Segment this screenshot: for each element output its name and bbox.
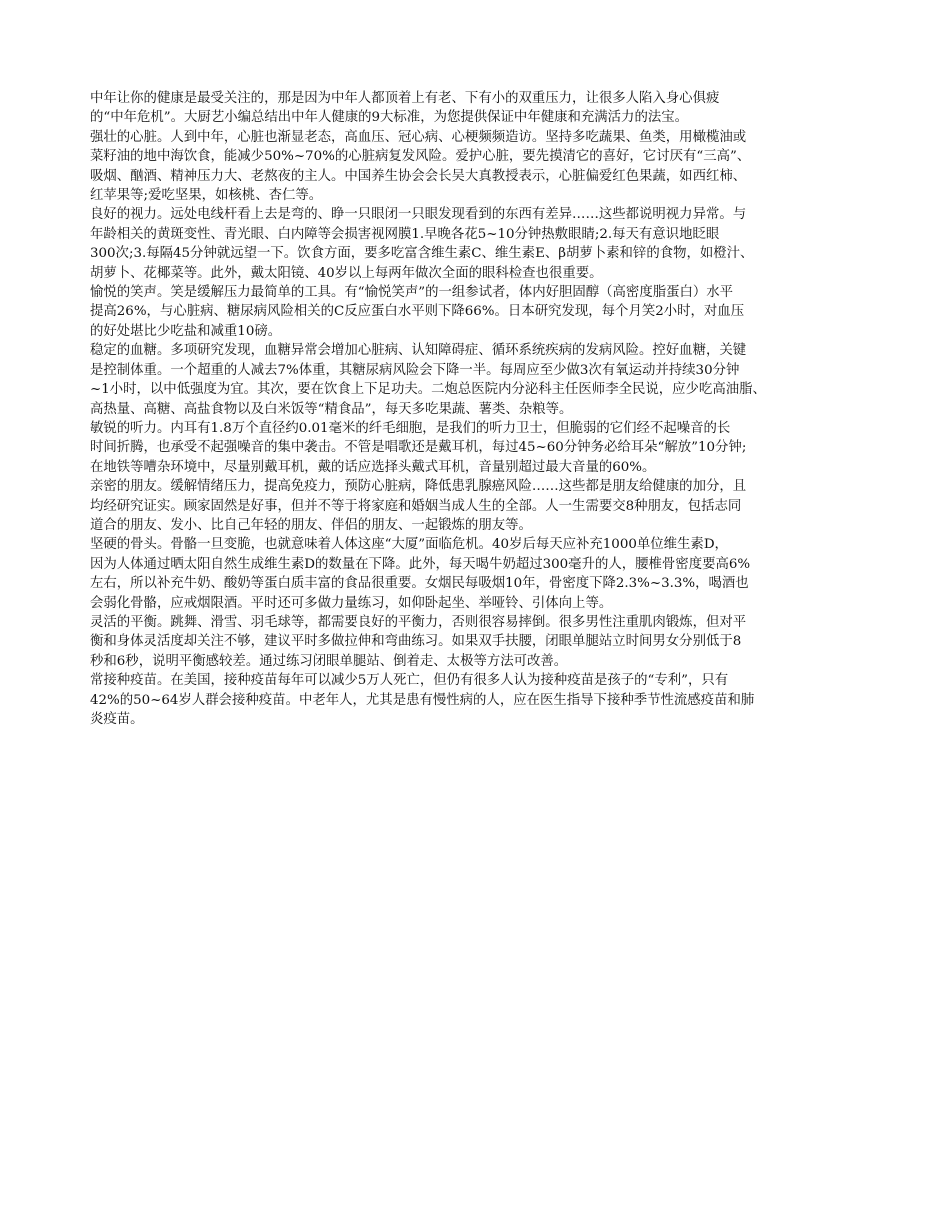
text-line: 常接种疫苗。在美国，接种疫苗每年可以减少5万人死亡，但仍有很多人认为接种疫苗是孩子的“专利”，只有 (90, 673, 729, 689)
vaccine-paragraph (90, 671, 880, 729)
text-line: 在地铁等嘈杂环境中，尽量别戴耳机，戴的话应选择头戴式耳机，音量别超过最大音量的60%。 (90, 459, 656, 475)
text-line: 秒和6秒，说明平衡感较差。通过练习闭眼单腿站、倒着走、太极等方法可改善。 (90, 653, 568, 669)
text-line: 衡和身体灵活度却关注不够，建议平时多做拉伸和弯曲练习。如果双手扶腰，闭眼单腿站立时间男女分别低于8 (90, 634, 742, 650)
bones-paragraph (90, 535, 880, 613)
blood-sugar-paragraph (90, 341, 880, 419)
text-line: 灵活的平衡。跳舞、滑雪、羽毛球等，都需要良好的平衡力，否则很容易摔倒。很多男性注重肌肉锻炼，但对平 (90, 614, 747, 630)
heart-paragraph (90, 128, 880, 206)
laughter-paragraph (90, 283, 880, 341)
text-line: 会弱化骨骼，应戒烟限酒。平时还可多做力量练习，如仰卧起坐、举哑铃、引体向上等。 (90, 595, 613, 611)
text-line: 良好的视力。远处电线杆看上去是弯的、睁一只眼闭一只眼发现看到的东西有差异……这些都说明视力异常。与 (90, 207, 747, 223)
document-body (90, 89, 880, 729)
vision-paragraph (90, 205, 880, 283)
text-line: 因为人体通过晒太阳自然生成维生素D的数量在下降。此外，每天喝牛奶超过300毫升的人，腰椎骨密度要高6% (90, 556, 751, 572)
text-line: 愉悦的笑声。笑是缓解压力最简单的工具。有“愉悦笑声”的一组参试者，体内好胆固醇（高密度脂蛋白）水平 (90, 285, 734, 301)
text-line: 强壮的心脏。人到中年，心脏也渐显老态，高血压、冠心病、心梗频频造访。坚持多吃蔬果、鱼类，用橄榄油或 (90, 129, 747, 145)
intro-paragraph (90, 89, 880, 128)
text-line: 是控制体重。一个超重的人减去7%体重，其糖尿病风险会下降一半。每周应至少做3次有氧运动并持续30分钟 (90, 362, 740, 378)
text-line: 42%的50~64岁人群会接种疫苗。中老年人，尤其是患有慢性病的人，应在医生指导下接种季节性流感疫苗和肺 (90, 692, 755, 708)
text-line: 道合的朋友、发小、比自己年轻的朋友、伴侣的朋友、一起锻炼的朋友等。 (90, 517, 532, 533)
text-line: 敏锐的听力。内耳有1.8万个直径约0.01毫米的纤毛细胞，是我们的听力卫士，但脆弱的它们经不起噪音的长 (90, 420, 731, 436)
text-line: 的“中年危机”。大厨艺小编总结出中年人健康的9大标准，为您提供保证中年健康和充满活力的法宝。 (90, 110, 689, 126)
text-line: 的好处堪比少吃盐和减重10磅。 (90, 323, 282, 339)
hearing-paragraph (90, 419, 880, 477)
text-line: 时间折腾，也承受不起强噪音的集中袭击。不管是唱歌还是戴耳机，每过45~60分钟务必给耳朵“解放”10分钟; (90, 440, 747, 456)
text-line: 吸烟、酗酒、精神压力大、老熬夜的主人。中国养生协会会长吴大真教授表示，心脏偏爱红色果蔬，如西红柿、 (90, 168, 747, 184)
text-line: ~1小时，以中低强度为宜。其次，要在饮食上下足功夫。二炮总医院内分泌科主任医师李全民说，应少吃高油脂、 (90, 382, 766, 398)
text-line: 坚硬的骨头。骨骼一旦变脆，也就意味着人体这座“大厦”面临危机。40岁后每天应补充1000单位维生素D， (90, 537, 728, 553)
text-line: 提高26%，与心脏病、糖尿病风险相关的C反应蛋白水平则下降66%。日本研究发现，每个月笑2小时，对血压 (90, 304, 745, 320)
text-line: 红苹果等;爱吃坚果，如核桃、杏仁等。 (90, 188, 323, 204)
text-line: 中年让你的健康是最受关注的，那是因为中年人都顶着上有老、下有小的双重压力，让很多人陷入身心俱疲 (90, 91, 720, 106)
text-line: 胡萝卜、花椰菜等。此外，戴太阳镜、40岁以上每两年做次全面的眼科检查也很重要。 (90, 265, 603, 281)
friends-paragraph (90, 477, 880, 535)
text-line: 300次;3.每隔45分钟就远望一下。饮食方面，要多吃富含维生素C、维生素E、β胡萝卜素和锌的食物，如橙汁、 (90, 246, 754, 262)
text-line: 高热量、高糖、高盐食物以及白米饭等“精食品”，每天多吃果蔬、薯类、杂粮等。 (90, 401, 573, 417)
text-line: 左右，所以补充牛奶、酸奶等蛋白质丰富的食品很重要。女烟民每吸烟10年，骨密度下降2.3%~3.3%，喝酒也 (90, 576, 749, 592)
balance-paragraph (90, 613, 880, 671)
text-line: 稳定的血糖。多项研究发现，血糖异常会增加心脏病、认知障碍症、循环系统疾病的发病风险。控好血糖，关键 (90, 343, 747, 359)
text-line: 年龄相关的黄斑变性、青光眼、白内障等会损害视网膜1.早晚各花5~10分钟热敷眼睛;2.每天有意识地眨眼 (90, 226, 720, 242)
text-line: 均经研究证实。顾家固然是好事，但并不等于将家庭和婚姻当成人生的全部。人一生需要交8种朋友，包括志同 (90, 498, 742, 514)
text-line: 亲密的朋友。缓解情绪压力，提高免疫力，预防心脏病，降低患乳腺癌风险……这些都是朋友给健康的加分，且 (90, 479, 747, 495)
text-line: 菜籽油的地中海饮食，能减少50%~70%的心脏病复发风险。爱护心脏，要先摸清它的喜好，它讨厌有“三高”、 (90, 149, 751, 165)
text-line: 炎疫苗。 (90, 712, 144, 727)
